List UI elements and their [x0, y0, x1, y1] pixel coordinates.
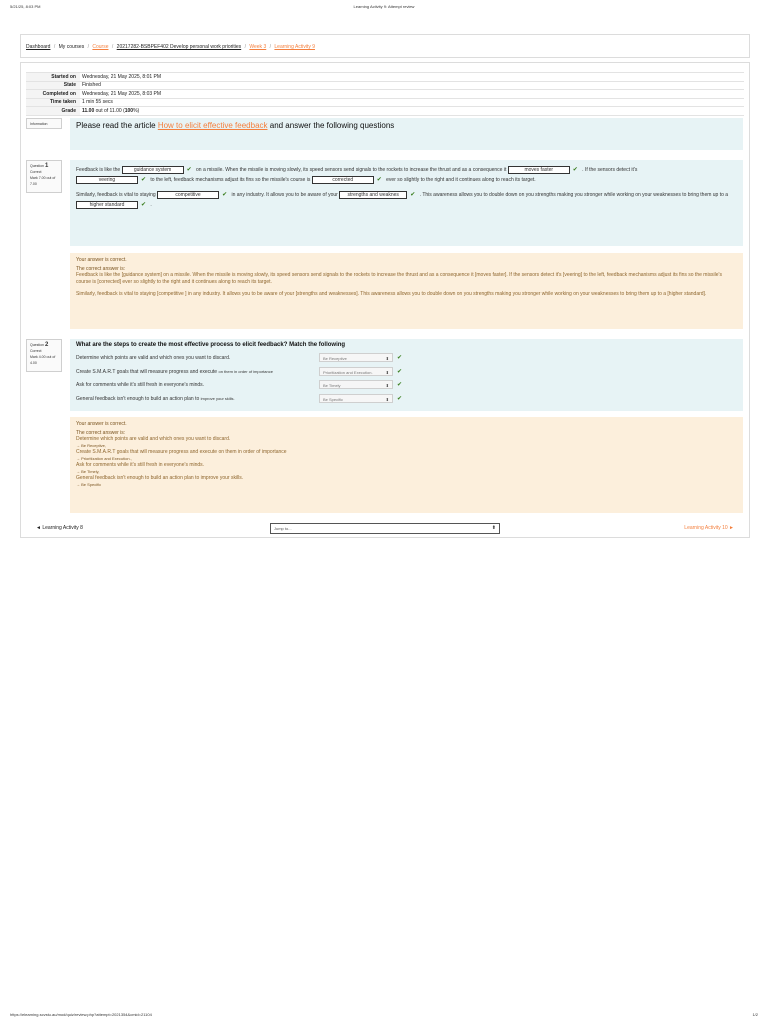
summary-value: 1 min 55 secs [80, 98, 744, 107]
breadcrumb-activity[interactable]: Learning Activity 9 [274, 44, 315, 50]
grade-score: 11.00 [82, 107, 95, 114]
feedback-answer: → Prioritization and Execution., [76, 455, 132, 461]
feedback-statement: Ask for comments while it's still fresh in everyone's minds. [76, 462, 205, 468]
breadcrumb-week[interactable]: Week 3 [249, 44, 267, 50]
check-icon: ✔ [410, 192, 416, 198]
feedback-intro: The correct answer is: [76, 429, 126, 436]
summary-label: Grade [26, 107, 80, 116]
check-icon: ✔ [397, 395, 403, 402]
print-datetime: 5/21/25, 8:03 PM [10, 4, 41, 9]
chevron-down-icon: ⬍ [385, 369, 389, 375]
question-1-content [70, 160, 743, 246]
match-text-small: on them in order of importance [218, 368, 273, 374]
previous-activity-link[interactable]: ◄ Learning Activity 8 [36, 525, 83, 531]
feedback-statement: Determine which points are valid and which ones you want to discard. [76, 436, 231, 442]
question-2-content [70, 339, 743, 411]
question-1-info [26, 160, 62, 193]
check-icon: ✔ [141, 202, 147, 208]
match-select[interactable] [319, 380, 393, 389]
match-select[interactable] [319, 367, 393, 376]
match-statement [76, 396, 235, 402]
answer-box[interactable]: corrected [312, 176, 374, 184]
jump-to-select[interactable] [270, 523, 500, 534]
question-mark: Mark 7.00 out of 7.00 [30, 176, 56, 186]
question-1-feedback [70, 253, 743, 329]
match-selected-value: Be Specific [323, 396, 344, 402]
summary-label: Time taken [26, 98, 80, 107]
information-content [70, 118, 743, 150]
question-text: on a missile. When the missile is moving slowly, its speed sensors send signals to the rockets to increase the thrust and as a consequence it [194, 167, 508, 173]
question-text: Feedback is like the [76, 167, 122, 173]
question-text: to the left, feedback mechanisms adjust its fins so the missile's course is [149, 177, 312, 183]
answer-box[interactable]: competitive [157, 191, 219, 199]
breadcrumb-separator: / [53, 44, 56, 50]
question-text: Similarly, feedback is vital to staying [76, 192, 158, 198]
question-number: 2 [45, 342, 49, 348]
feedback-statement: Create S.M.A.R.T goals that will measure progress and execute on them in order of importance [76, 449, 287, 455]
answer-box[interactable]: moves faster [508, 166, 570, 174]
answer-box[interactable]: guidance system [122, 166, 184, 174]
match-statement [76, 355, 230, 361]
summary-label: State [26, 81, 80, 90]
feedback-correct: Your answer is correct. [76, 257, 127, 263]
question-2-title: What are the steps to create the most effective process to elicit feedback? Match the following [76, 342, 346, 348]
match-text: Create S.M.A.R.T goals that will measure progress and execute [76, 368, 219, 375]
question-text: in any industry. It allows you to be aware of your [230, 192, 340, 198]
summary-value: Wednesday, 21 May 2025, 8:01 PM [80, 73, 744, 82]
grade-out-of: out of 11.00 ( [94, 107, 125, 114]
match-selected-value: Prioritization and Execution. [323, 369, 373, 375]
chevron-down-icon: ⬍ [385, 383, 389, 388]
information-label-box [26, 118, 62, 129]
feedback-answer-paragraph: Feedback is like the [guidance system] on a missile. When the missile is moving slowly, its speed sensors send signals to the rockets to increase the thrust and as a consequence it [moves faster]. If the sensors detect it's [veering] to the left, feedback mechanisms adjust its fins so the missile's course is [corrected] ever so slightly to the right and it continues along to reach its target. [76, 272, 723, 285]
question-2-info [26, 339, 62, 372]
breadcrumb-separator: / [87, 44, 89, 50]
question-text: ever so slightly to the right and it continues along to reach its target. [384, 177, 536, 183]
breadcrumb-course[interactable]: Course [92, 44, 109, 50]
chevron-down-icon: ⬍ [491, 525, 496, 531]
print-page-number: 1/2 [752, 1012, 758, 1017]
question-text: . This awareness allows you to double down on you strengths making you stronger while working on your weaknesses to bring them up to a [418, 192, 729, 198]
question-text: . If the sensors detect it's [580, 167, 638, 173]
breadcrumb-unit[interactable]: 20217282-BSBPEF402 Develop personal work priorities [116, 44, 242, 50]
answer-box[interactable]: veering [76, 176, 138, 184]
match-text: General feedback isn't enough to build an action plan to [76, 395, 201, 402]
print-title: Learning Activity 9: Attempt review [353, 4, 415, 9]
question-1-paragraph-2 [70, 190, 743, 215]
question-label: Question [30, 164, 45, 168]
feedback-correct: Your answer is correct. [76, 421, 127, 427]
jump-to-label: Jump to... [274, 526, 292, 531]
match-select[interactable] [319, 394, 393, 403]
answer-box[interactable]: strengths and weaknes [339, 191, 407, 199]
check-icon: ✔ [141, 177, 147, 183]
breadcrumb-separator: / [269, 44, 272, 50]
summary-row [26, 90, 744, 99]
print-footer [10, 1012, 758, 1020]
question-2-feedback [70, 417, 743, 513]
feedback-answer-paragraph: Similarly, feedback is vital to staying [competitive ] in any industry. It allows you to be aware of your [strengths and weaknesses]. This awareness allows you to double down on you strengths making you stronger while working on your weaknesses to bring them up to a [higher standard]. [76, 291, 707, 297]
check-icon: ✔ [397, 355, 403, 361]
question-mark: Mark 4.00 out of 4.00 [30, 355, 56, 365]
breadcrumb [20, 34, 750, 58]
question-text: . [149, 202, 152, 208]
summary-value [80, 107, 744, 116]
info-text-before: Please read the article [76, 121, 158, 130]
next-activity-link[interactable]: Learning Activity 10 ► [684, 525, 734, 531]
match-text: Determine which points are valid and which ones you want to discard. [76, 355, 231, 361]
summary-row [26, 73, 744, 82]
match-row [70, 367, 743, 381]
question-number: 1 [45, 163, 49, 169]
chevron-down-icon: ⬍ [385, 356, 389, 361]
match-row [70, 353, 743, 367]
print-header [10, 4, 758, 12]
info-text-after: and answer the following questions [267, 121, 395, 130]
summary-value: Wednesday, 21 May 2025, 8:03 PM [80, 90, 744, 99]
check-icon: ✔ [222, 192, 228, 198]
match-row [70, 394, 743, 408]
attempt-summary-table [26, 72, 744, 116]
question-status: Correct [30, 170, 42, 174]
breadcrumb-dashboard[interactable]: Dashboard [26, 44, 51, 50]
feedback-intro: The correct answer is: [76, 265, 126, 272]
grade-percent: 100 [124, 107, 134, 114]
question-1-paragraph-1 [70, 160, 743, 190]
information-label: Information [30, 122, 48, 126]
feedback-answer: → Be Timely, [76, 468, 100, 474]
summary-value: Finished [80, 81, 744, 90]
match-text: Ask for comments while it's still fresh in everyone's minds. [76, 382, 205, 388]
answer-box[interactable]: higher standard [76, 201, 138, 209]
check-icon: ✔ [397, 368, 403, 375]
feedback-statement: General feedback isn't enough to build an action plan to improve your skills. [76, 475, 244, 481]
match-selected-value: Be Receptive [323, 356, 347, 361]
check-icon: ✔ [376, 177, 382, 183]
feedback-answer: → Be Specific [76, 481, 102, 487]
match-selected-value: Be Timely [323, 383, 341, 388]
chevron-down-icon: ⬍ [385, 396, 389, 402]
match-statement [76, 382, 204, 388]
match-text-small: improve your skills. [200, 395, 235, 401]
check-icon: ✔ [397, 382, 403, 388]
breadcrumb-my-courses[interactable]: My courses [58, 44, 85, 50]
match-select[interactable] [319, 353, 393, 362]
match-row [70, 380, 743, 394]
breadcrumb-separator: / [244, 44, 246, 50]
breadcrumb-separator: / [111, 44, 114, 50]
summary-label: Completed on [26, 90, 80, 99]
summary-label: Started on [26, 73, 80, 82]
feedback-answer: → Be Receptive, [76, 442, 107, 448]
print-url: https://elearning.scvstu.au/mod/quiz/review.php?attempt=2021354&cmid=21104 [10, 1012, 152, 1017]
article-link[interactable]: How to elicit effective feedback [157, 121, 268, 130]
summary-row [26, 98, 744, 107]
question-label: Question [30, 343, 45, 347]
activity-navigation [26, 523, 744, 535]
match-statement [76, 369, 273, 375]
grade-percent-suffix: %) [133, 107, 140, 114]
summary-row [26, 107, 744, 116]
summary-row [26, 81, 744, 90]
information-text [70, 118, 743, 133]
check-icon: ✔ [186, 167, 192, 173]
question-status: Correct [30, 349, 42, 353]
check-icon: ✔ [572, 167, 578, 173]
